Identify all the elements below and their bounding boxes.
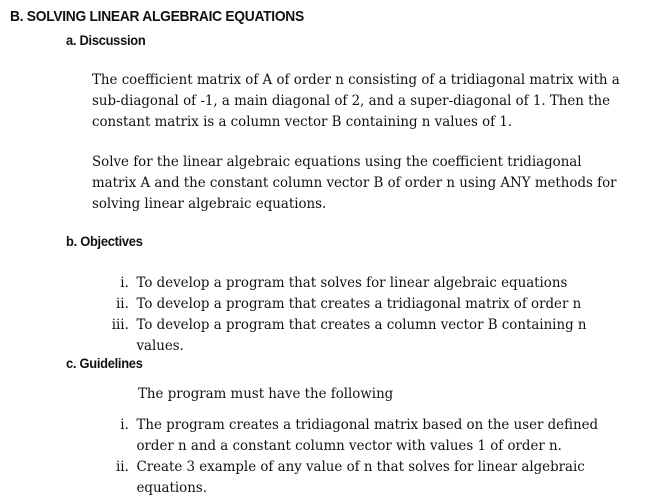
- objective-item-1: [104, 273, 567, 294]
- discussion-paragraph-1: [92, 70, 620, 133]
- guideline-number-2: ii.: [116, 459, 129, 475]
- objective-text-2: To develop a program that creates a tridiagonal matrix of order n: [136, 296, 582, 312]
- discussion-p1-line-3: constant matrix is a column vector B containing n values of 1.: [92, 114, 513, 130]
- discussion-p2-line-2: matrix A and the constant column vector B of order n using ANY methods for: [92, 175, 617, 191]
- objective-number-3: iii.: [111, 317, 129, 333]
- section-title: B. SOLVING LINEAR ALGEBRAIC EQUATIONS: [10, 8, 304, 25]
- guideline-text-2-continued: equations.: [136, 480, 207, 496]
- guideline-item-2: [104, 457, 585, 499]
- guideline-text-2: Create 3 example of any value of n that solves for linear algebraic: [136, 459, 585, 475]
- objective-number-1: i.: [120, 275, 129, 291]
- objective-text-1: To develop a program that solves for linear algebraic equations: [136, 275, 568, 291]
- guidelines-intro: The program must have the following: [138, 386, 394, 402]
- objective-text-3: To develop a program that creates a column vector B containing n: [136, 317, 587, 333]
- objective-text-3-continued: values.: [136, 338, 184, 354]
- guideline-text-1: The program creates a tridiagonal matrix based on the user defined: [136, 417, 599, 433]
- guideline-number-1: i.: [120, 417, 129, 433]
- discussion-p2-line-3: solving linear algebraic equations.: [92, 196, 327, 212]
- objective-item-3: [104, 315, 586, 357]
- objective-item-2: [104, 294, 581, 315]
- discussion-p1-line-2: sub-diagonal of -1, a main diagonal of 2, and a super-diagonal of 1. Then the: [92, 93, 611, 109]
- guidelines-heading: c. Guidelines: [66, 355, 143, 371]
- objective-number-2: ii.: [116, 296, 129, 312]
- objectives-heading: b. Objectives: [66, 233, 143, 249]
- discussion-p2-line-1: Solve for the linear algebraic equations using the coefficient tridiagonal: [92, 154, 582, 170]
- discussion-p1-line-1: The coefficient matrix of A of order n consisting of a tridiagonal matrix with a: [92, 72, 620, 88]
- guideline-text-1-continued: order n and a constant column vector with values 1 of order n.: [136, 438, 562, 454]
- discussion-heading: a. Discussion: [66, 32, 146, 48]
- guideline-item-1: [104, 415, 598, 457]
- discussion-paragraph-2: [92, 152, 617, 215]
